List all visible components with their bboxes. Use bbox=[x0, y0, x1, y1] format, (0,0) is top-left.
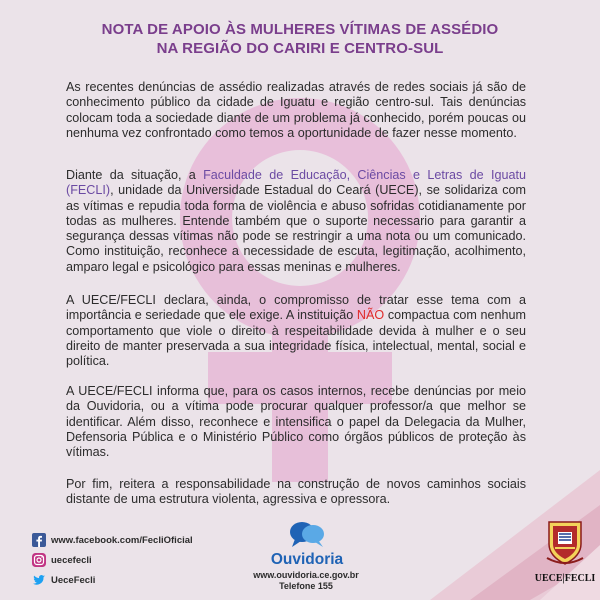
ouvidoria-phone: Telefone 155 bbox=[279, 581, 333, 591]
paragraph-2-text bbox=[66, 168, 526, 275]
paragraph-1 bbox=[66, 80, 526, 141]
uece-fecli-logo bbox=[530, 518, 600, 584]
instagram-link[interactable] bbox=[32, 551, 193, 569]
twitter-icon bbox=[32, 573, 46, 587]
title-line-1: NOTA DE APOIO ÀS MULHERES VÍTIMAS DE ASSÉDIO bbox=[101, 21, 499, 38]
title-line-2: NA REGIÃO DO CARIRI E CENTRO-SUL bbox=[156, 40, 444, 57]
paragraph-5-text: Por fim, reitera a responsabilidade na construção de novos caminhos sociais distante de uma estrutura violenta, agressiva e opressora. bbox=[66, 477, 526, 507]
paragraph-4-text: A UECE/FECLI informa que, para os casos internos, recebe denúncias por meio da Ouvidoria, ou a vítima pode procurar qualquer professor/a que melhor se identificar. Além disso, reconhece e intensifica o papel da Delegacia da Mulher, Defensoria Pública e o Ministério Público como órgãos públicos de proteção às vítimas. bbox=[66, 384, 526, 460]
instagram-label: uecefecli bbox=[51, 554, 92, 566]
paragraph-2-before: Diante da situação, a bbox=[66, 168, 204, 182]
twitter-link[interactable] bbox=[32, 571, 193, 589]
ouvidoria-website[interactable]: www.ouvidoria.ce.gov.br bbox=[253, 570, 359, 580]
negation-highlight: NÃO bbox=[356, 308, 385, 323]
ouvidoria-logo bbox=[262, 520, 352, 569]
ouvidoria-contact bbox=[236, 570, 376, 592]
facebook-label: www.facebook.com/FecliOficial bbox=[51, 534, 193, 546]
paragraph-2-after: , unidade da Universidade Estadual do Ceará (UECE), se solidariza com as vítimas e repudia toda forma de violência e abuso sofridas cotidianamente por todas as mulheres. Entende também que o suporte necessario para garantir a segurança dessas vítimas não pode se restringir a uma nota ou um comunicado. Como instituição, reconhece a necessidade de escuta, legitimação, acolhimento, amparo legal e psicológico para essas meninas e mulheres. bbox=[66, 183, 526, 274]
paragraph-2 bbox=[66, 168, 526, 275]
paragraph-1-text: As recentes denúncias de assédio realizadas através de redes sociais já são de conhecimento público da cidade de Iguatu e região centro-sul. Tais denúncias colocam toda a sociedade diante de um problema já conhecido, porém poucas ou nenhuma vez confrontado como temos a oportunidade de fazer nesse momento. bbox=[66, 80, 526, 140]
ouvidoria-label: Ouvidoria bbox=[270, 551, 344, 568]
paragraph-3-text bbox=[66, 293, 526, 369]
social-links bbox=[32, 531, 193, 591]
twitter-label: UeceFecli bbox=[51, 574, 96, 586]
page-title bbox=[0, 20, 600, 58]
paragraph-5 bbox=[66, 477, 526, 508]
coat-of-arms-icon bbox=[543, 518, 587, 566]
paragraph-3 bbox=[66, 293, 526, 369]
paragraph-3-after: compactua com nenhum comportamento que viole o direito à respeitabilidade devida à mulher e o seu direito de manter preservada a sua integridade física, intelectual, mental, social e política. bbox=[66, 308, 527, 369]
fecli-highlight: Faculdade de Educação, Ciências e Letras de Iguatu (FECLI) bbox=[66, 168, 526, 198]
instagram-icon bbox=[32, 553, 46, 567]
facebook-link[interactable] bbox=[32, 531, 193, 549]
facebook-icon bbox=[32, 533, 46, 547]
paragraph-4 bbox=[66, 384, 526, 460]
uece-fecli-label: UECE|FECLI bbox=[534, 573, 596, 584]
speech-bubbles-icon bbox=[287, 520, 327, 548]
paragraph-3-before: A UECE/FECLI declara, ainda, o compromisso de tratar esse tema com a importância e seriedade que ele exige. A instituição bbox=[66, 293, 526, 323]
